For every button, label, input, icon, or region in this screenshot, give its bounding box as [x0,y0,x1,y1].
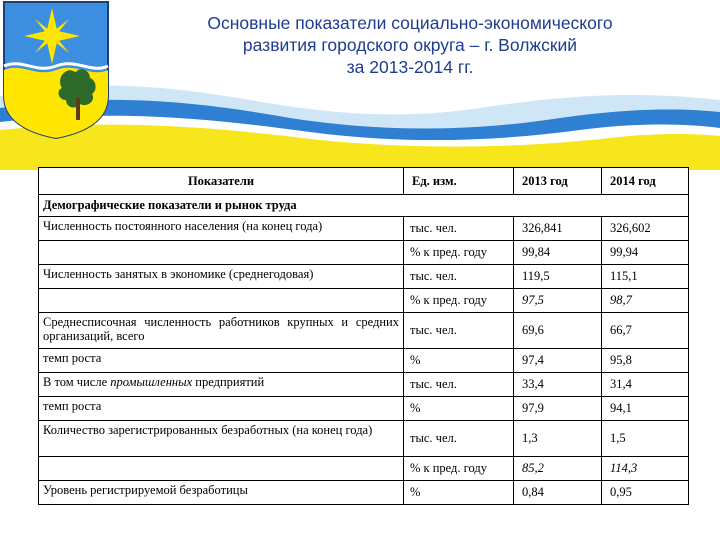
indicator-prefix: В том числе [43,375,111,389]
unit-cell: тыс. чел. [404,265,514,289]
city-coat-of-arms [0,0,112,140]
unit-cell: % к пред. году [404,457,514,481]
value-2013-cell: 326,841 [514,217,602,241]
value-2014-cell: 95,8 [602,349,689,373]
value-2013-cell: 97,9 [514,397,602,421]
indicator-cell: Численность постоянного населения (на конец года) [39,217,404,241]
value-2014-cell: 98,7 [602,289,689,313]
unit-cell: % к пред. году [404,289,514,313]
value-2013-cell: 0,84 [514,481,602,505]
table-row [39,241,689,265]
table-row [39,421,689,457]
value-2014-cell: 94,1 [602,397,689,421]
indicator-cell: Уровень регистрируемой безработицы [39,481,404,505]
value-2013-cell: 85,2 [514,457,602,481]
section-row [39,195,689,217]
title-line-2: развития городского округа – г. Волжский [242,35,578,55]
header-2013: 2013 год [514,168,602,195]
value-2013-cell: 69,6 [514,313,602,349]
indicator-italic: промышленных [110,375,193,389]
header-unit: Ед. изм. [404,168,514,195]
table-row [39,481,689,505]
page-title [150,12,670,78]
table-row [39,265,689,289]
value-2013-cell: 99,84 [514,241,602,265]
value-2014-cell: 99,94 [602,241,689,265]
unit-cell: % [404,397,514,421]
value-2014-cell: 66,7 [602,313,689,349]
indicator-cell: темп роста [39,349,404,373]
table-row [39,397,689,421]
indicator-cell [39,289,404,313]
unit-cell: % [404,349,514,373]
indicator-cell [39,457,404,481]
value-2013-cell: 1,3 [514,421,602,457]
table-row [39,217,689,241]
unit-cell: тыс. чел. [404,217,514,241]
value-2014-cell: 114,3 [602,457,689,481]
unit-cell: тыс. чел. [404,421,514,457]
table-row [39,457,689,481]
indicator-cell: Среднесписочная численность работников крупных и средних организаций, всего [39,313,404,349]
header-2014: 2014 год [602,168,689,195]
indicators-table [38,167,689,505]
unit-cell: % [404,481,514,505]
unit-cell: тыс. чел. [404,373,514,397]
indicator-suffix: предприятий [192,375,265,389]
value-2013-cell: 97,5 [514,289,602,313]
header-banner [0,0,720,170]
table-row [39,373,689,397]
table-row [39,313,689,349]
unit-cell: % к пред. году [404,241,514,265]
value-2014-cell: 326,602 [602,217,689,241]
title-line-3: за 2013-2014 гг. [346,57,474,77]
table-row [39,349,689,373]
table-header-row [39,168,689,195]
value-2014-cell: 1,5 [602,421,689,457]
indicator-cell: Численность занятых в экономике (среднегодовая) [39,265,404,289]
indicator-cell: темп роста [39,397,404,421]
indicator-cell [39,241,404,265]
header-indicator: Показатели [39,168,404,195]
unit-cell: тыс. чел. [404,313,514,349]
value-2014-cell: 115,1 [602,265,689,289]
value-2013-cell: 33,4 [514,373,602,397]
value-2013-cell: 97,4 [514,349,602,373]
section-title: Демографические показатели и рынок труда [39,195,689,217]
indicator-cell [39,373,404,397]
value-2013-cell: 119,5 [514,265,602,289]
value-2014-cell: 0,95 [602,481,689,505]
value-2014-cell: 31,4 [602,373,689,397]
title-line-1: Основные показатели социально-экономического [207,13,613,33]
table-row [39,289,689,313]
indicator-cell: Количество зарегистрированных безработных (на конец года) [39,421,404,457]
